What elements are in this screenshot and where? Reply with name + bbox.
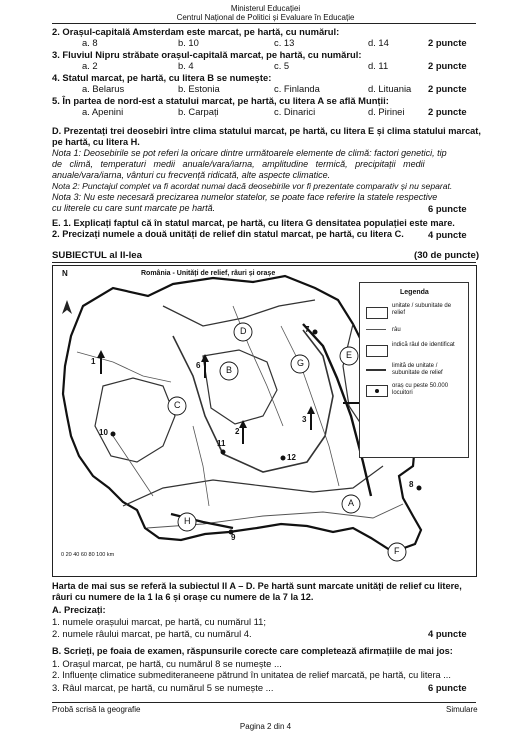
- q3-text: 3. Fluviul Nipru străbate orașul-capitală marcat, pe hartă, cu numărul:: [52, 49, 362, 60]
- city-8-dot: [417, 486, 422, 491]
- section-a-title: A. Precizați:: [52, 604, 106, 615]
- section-a-item2: 2. numele râului marcat, pe hartă, cu numărul 4.: [52, 628, 252, 639]
- q3-option-b: b. 4: [178, 60, 194, 71]
- number-12: 12: [287, 453, 296, 462]
- letter-b: B: [226, 365, 233, 375]
- legend-title: Legenda: [400, 289, 429, 296]
- q3-option-c: c. 5: [274, 60, 290, 71]
- subject-divider: [52, 262, 476, 263]
- q5-option-a: a. Apenini: [82, 106, 124, 117]
- section-b-item3: 3. Râul marcat, pe hartă, cu numărul 5 se numește ...: [52, 682, 274, 693]
- legend-boundary-swatch: [366, 369, 386, 371]
- section-e-line1: E. 1. Explicați faptul că în statul marcat, pe hartă, cu litera G densitatea populației este mare.: [52, 218, 455, 228]
- q4-text: 4. Statul marcat, pe hartă, cu litera B se numește:: [52, 72, 272, 83]
- nota2: Nota 2: Punctajul complet va fi acordat numai dacă deosebirile vor fi prezentate comparativ și nu separat.: [52, 181, 453, 191]
- north-label: N: [62, 269, 68, 278]
- number-8: 8: [409, 480, 414, 489]
- nota3-line1: Nota 3: Nu este necesară precizarea numelor statelor, se poate face referire la statele respective: [52, 192, 438, 202]
- section-d-points: 6 puncte: [428, 203, 467, 214]
- letter-d: D: [240, 326, 247, 336]
- subject-points: (30 de puncte): [414, 250, 480, 261]
- legend-relief-label: unitate / subunitate de relief: [392, 303, 452, 316]
- city-12-dot: [281, 456, 286, 461]
- nota3-line2: cu literele cu care sunt marcate pe hartă.: [52, 203, 216, 213]
- q5-option-c: c. Dinarici: [274, 106, 316, 117]
- map-title: România - Unități de relief, râuri și orașe: [141, 270, 276, 277]
- city-11-dot: [221, 450, 226, 455]
- section-d-line1: D. Prezentați trei deosebiri între clima statului marcat, pe hartă, cu litera E și clima statului marcat,: [52, 126, 481, 136]
- letter-h: H: [184, 516, 191, 526]
- legend-river-label: râu: [392, 327, 401, 333]
- q4-points: 2 puncte: [428, 83, 467, 94]
- section-d-line2: pe hartă, cu litera H.: [52, 137, 140, 147]
- legend-boundary-label: limită de unitate / subunitate de relief: [392, 363, 443, 376]
- number-11: 11: [217, 439, 226, 448]
- q2-option-b: b. 10: [178, 37, 199, 48]
- q5-option-d: d. Pirinei: [368, 106, 405, 117]
- romania-map: [52, 265, 477, 577]
- intro-line2: râuri cu numere de la 1 la 6 și orașe cu numere de la 7 la 12.: [52, 592, 314, 602]
- number-9: 9: [231, 533, 236, 542]
- letter-f: F: [394, 546, 400, 556]
- letter-c: C: [174, 400, 181, 410]
- q2-option-d: d. 14: [368, 37, 389, 48]
- q3-points: 2 puncte: [428, 60, 467, 71]
- legend-river-swatch: [366, 329, 386, 330]
- number-2: 2: [235, 427, 240, 436]
- intro-line1: Harta de mai sus se referă la subiectul II A – D. Pe hartă sunt marcate unități de relief cu litere,: [52, 581, 462, 591]
- letter-g: G: [297, 358, 305, 368]
- nota1-line2: de climă, temperaturi medii anuale/vara/iarna, amplitudine termică, precipitații medii: [52, 159, 425, 169]
- number-10: 10: [99, 428, 108, 437]
- section-b-item1: 1. Orașul marcat, pe hartă, cu numărul 8 se numește ...: [52, 658, 282, 669]
- letter-a: A: [348, 498, 355, 508]
- number-1: 1: [91, 357, 96, 366]
- legend-arrow-label: indică râul de identificat: [392, 342, 455, 348]
- q3-option-d: d. 11: [368, 60, 389, 71]
- number-3: 3: [302, 415, 307, 424]
- footer-right: Simulare: [446, 705, 478, 714]
- section-b-points: 6 puncte: [428, 682, 467, 693]
- map-scale: 0 20 40 60 80 100 km: [61, 552, 115, 558]
- header-center: Centrul Național de Politici și Evaluare în Educație: [176, 13, 355, 22]
- section-e-line2: 2. Precizați numele a două unități de relief din statul marcat, pe hartă, cu litera C.: [52, 229, 404, 239]
- q3-option-a: a. 2: [82, 60, 98, 71]
- q4-option-c: c. Finlanda: [274, 83, 320, 94]
- nota1-line3: anuale/vara/iarna, vânturi cu frecvență ridicată, alte aspecte climatice.: [52, 170, 331, 180]
- section-b-item2: 2. Influențe climatice submediteraneene pătrund în unitatea de relief marcată, pe hartă, cu litera ...: [52, 670, 451, 680]
- q4-option-d: d. Lituania: [368, 83, 412, 94]
- q4-option-a: a. Belarus: [82, 83, 125, 94]
- q2-text: 2. Orașul-capitală Amsterdam este marcat, pe hartă, cu numărul:: [52, 26, 340, 37]
- letter-e: E: [346, 350, 353, 360]
- q5-option-b: b. Carpați: [178, 106, 219, 117]
- legend-arrow-swatch: [366, 345, 388, 357]
- q4-option-b: b. Estonia: [178, 83, 220, 94]
- legend-city-label: oraș cu peste 50.000 locuitori: [392, 383, 449, 396]
- q5-points: 2 puncte: [428, 106, 467, 117]
- section-a-points: 4 puncte: [428, 628, 467, 639]
- header-ministry: Ministerul Educației: [230, 4, 301, 13]
- number-6: 6: [196, 361, 201, 370]
- city-7-dot: [313, 330, 318, 335]
- section-e-points: 4 puncte: [428, 229, 467, 240]
- section-a-item1: 1. numele orașului marcat, pe hartă, cu numărul 11;: [52, 616, 266, 627]
- north-arrow-icon: [62, 300, 72, 314]
- header-divider: [52, 23, 476, 24]
- map-legend: [359, 282, 469, 458]
- footer-left: Probă scrisă la geografie: [52, 705, 141, 714]
- section-b-title: B. Scrieți, pe foaia de examen, răspunsurile corecte care completează afirmațiile de mai jos:: [52, 646, 453, 656]
- subject-title: SUBIECTUL al II-lea: [52, 250, 142, 261]
- footer-page: Pagina 2 din 4: [239, 722, 292, 731]
- number-7: 7: [305, 325, 310, 334]
- q2-points: 2 puncte: [428, 37, 467, 48]
- q5-text: 5. În partea de nord-est a statului marcat, pe hartă, cu litera A se află Munții:: [52, 95, 389, 106]
- legend-city-swatch: [366, 385, 388, 397]
- nota1-line1: Nota 1: Deosebirile se pot referi la oricare dintre următoarele elemente de climă: factori genetici, tip: [52, 148, 447, 158]
- legend-relief-swatch: [366, 307, 388, 319]
- city-10-dot: [111, 432, 116, 437]
- q2-option-c: c. 13: [274, 37, 295, 48]
- footer-divider: [52, 702, 476, 703]
- q2-option-a: a. 8: [82, 37, 98, 48]
